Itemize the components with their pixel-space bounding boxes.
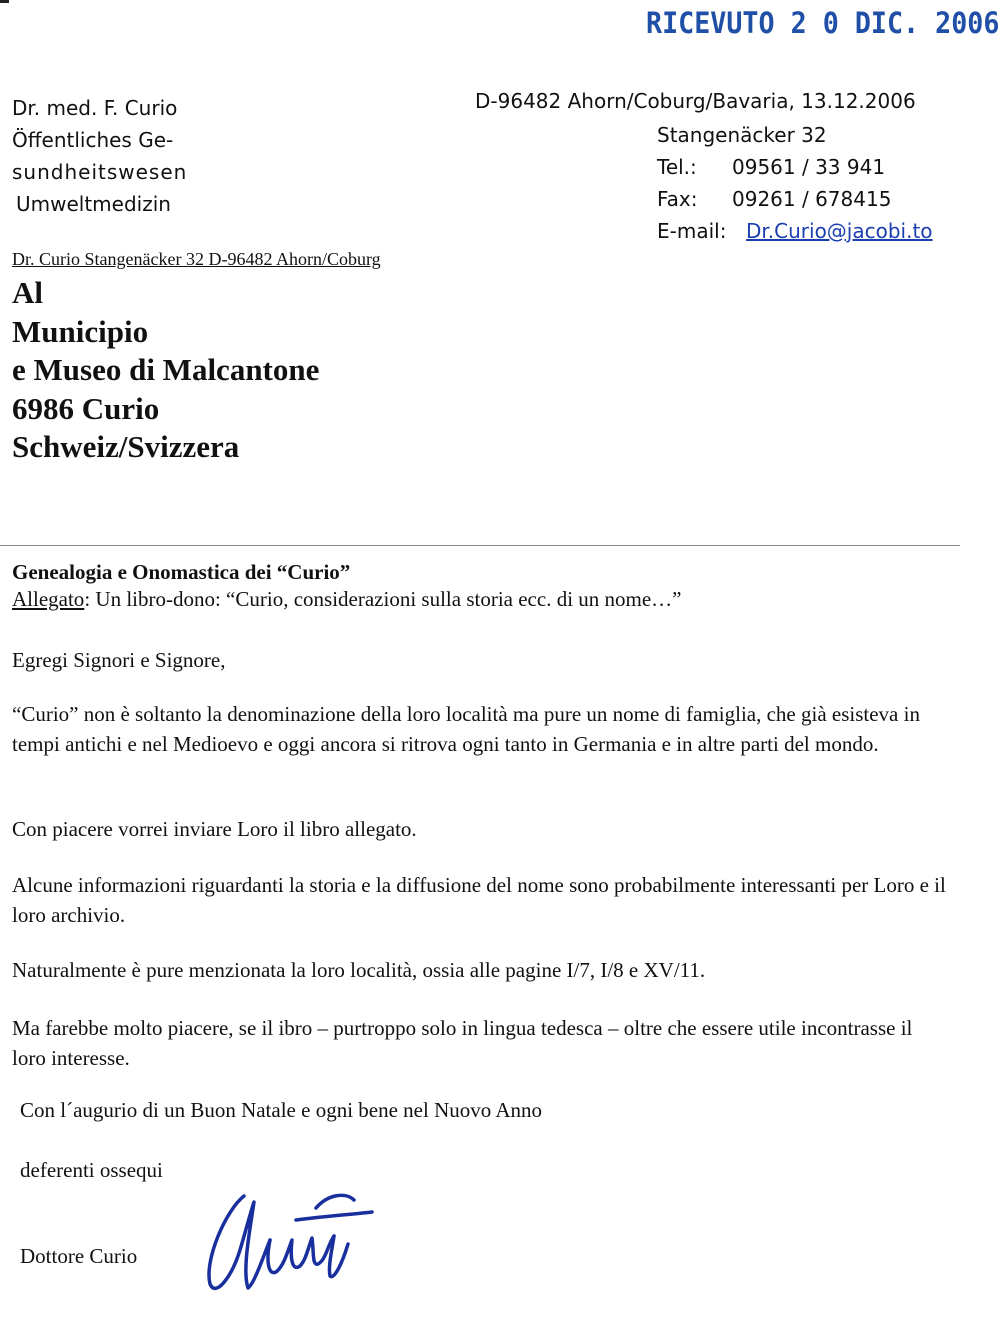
signoff-name: Dottore Curio: [20, 1244, 138, 1268]
paragraph-4: Naturalmente è pure menzionata la loro località, ossia alle pagine I/7, I/8 e XV/11.: [12, 958, 706, 982]
place-date: D-96482 Ahorn/Coburg/Bavaria, 13.12.2006: [475, 89, 916, 113]
attachment-label: Allegato: [12, 587, 85, 611]
email-label: E-mail:: [657, 219, 727, 243]
recipient-line1: Al: [12, 275, 43, 310]
paragraph-5: Ma farebbe molto piacere, se il ibro – purtroppo solo in lingua tedesca – oltre che essere utile incontrasse il loro interesse.: [12, 1016, 913, 1070]
recipient-address: [12, 274, 319, 467]
sender-dept-line3: Umweltmedizin: [16, 192, 171, 216]
recipient-line4: 6986 Curio: [12, 390, 160, 426]
corner-mark: [0, 0, 9, 3]
sender-dept-line2: sundheitswesen: [12, 160, 188, 184]
paragraph-3: Alcune informazioni riguardanti la storia e la diffusione del nome sono probabilmente interessanti per Loro e il loro archivio.: [12, 873, 946, 927]
recipient-line3: e Museo di Malcantone: [12, 352, 320, 387]
divider-line: [0, 545, 960, 546]
fax-label: Fax:: [657, 187, 698, 211]
closing-wishes: Con l´augurio di un Buon Natale e ogni bene nel Nuovo Anno: [20, 1098, 542, 1122]
paragraph-1: “Curio” non è soltanto la denominazione della loro località ma pure un nome di famiglia, che già esisteva in tempi antichi e nel Medioevo e oggi ancora si ritrova ogni tanto in Germania e in altre parti del mondo.: [12, 702, 920, 756]
closing-regards: deferenti ossequi: [20, 1158, 163, 1182]
paragraph-2: Con piacere vorrei inviare Loro il libro allegato.: [12, 817, 417, 841]
email-link[interactable]: Dr.Curio@jacobi.to: [746, 219, 933, 243]
sender-dept-line1: Öffentliches Ge-: [12, 128, 174, 152]
subject-line: Genealogia e Onomastica dei “Curio”: [12, 560, 351, 584]
sender-name: Dr. med. F. Curio: [12, 96, 178, 120]
fax-value: 09261 / 678415: [732, 187, 892, 211]
return-address: Dr. Curio Stangenäcker 32 D-96482 Ahorn/Coburg: [12, 249, 381, 269]
salutation: Egregi Signori e Signore,: [12, 648, 226, 672]
handwritten-signature: [196, 1180, 386, 1300]
sender-block: [12, 92, 187, 220]
tel-value: 09561 / 33 941: [732, 155, 886, 179]
recipient-line2: Municipio: [12, 313, 149, 349]
attachment-line: [12, 587, 682, 612]
attachment-text: : Un libro-dono: “Curio, considerazioni sulla storia ecc. di un nome…”: [84, 587, 682, 611]
received-stamp: RICEVUTO 2 0 DIC. 2006: [646, 6, 999, 40]
street: Stangenäcker 32: [657, 123, 827, 147]
tel-label: Tel.:: [657, 155, 697, 179]
recipient-line5: Schweiz/Svizzera: [12, 429, 240, 464]
